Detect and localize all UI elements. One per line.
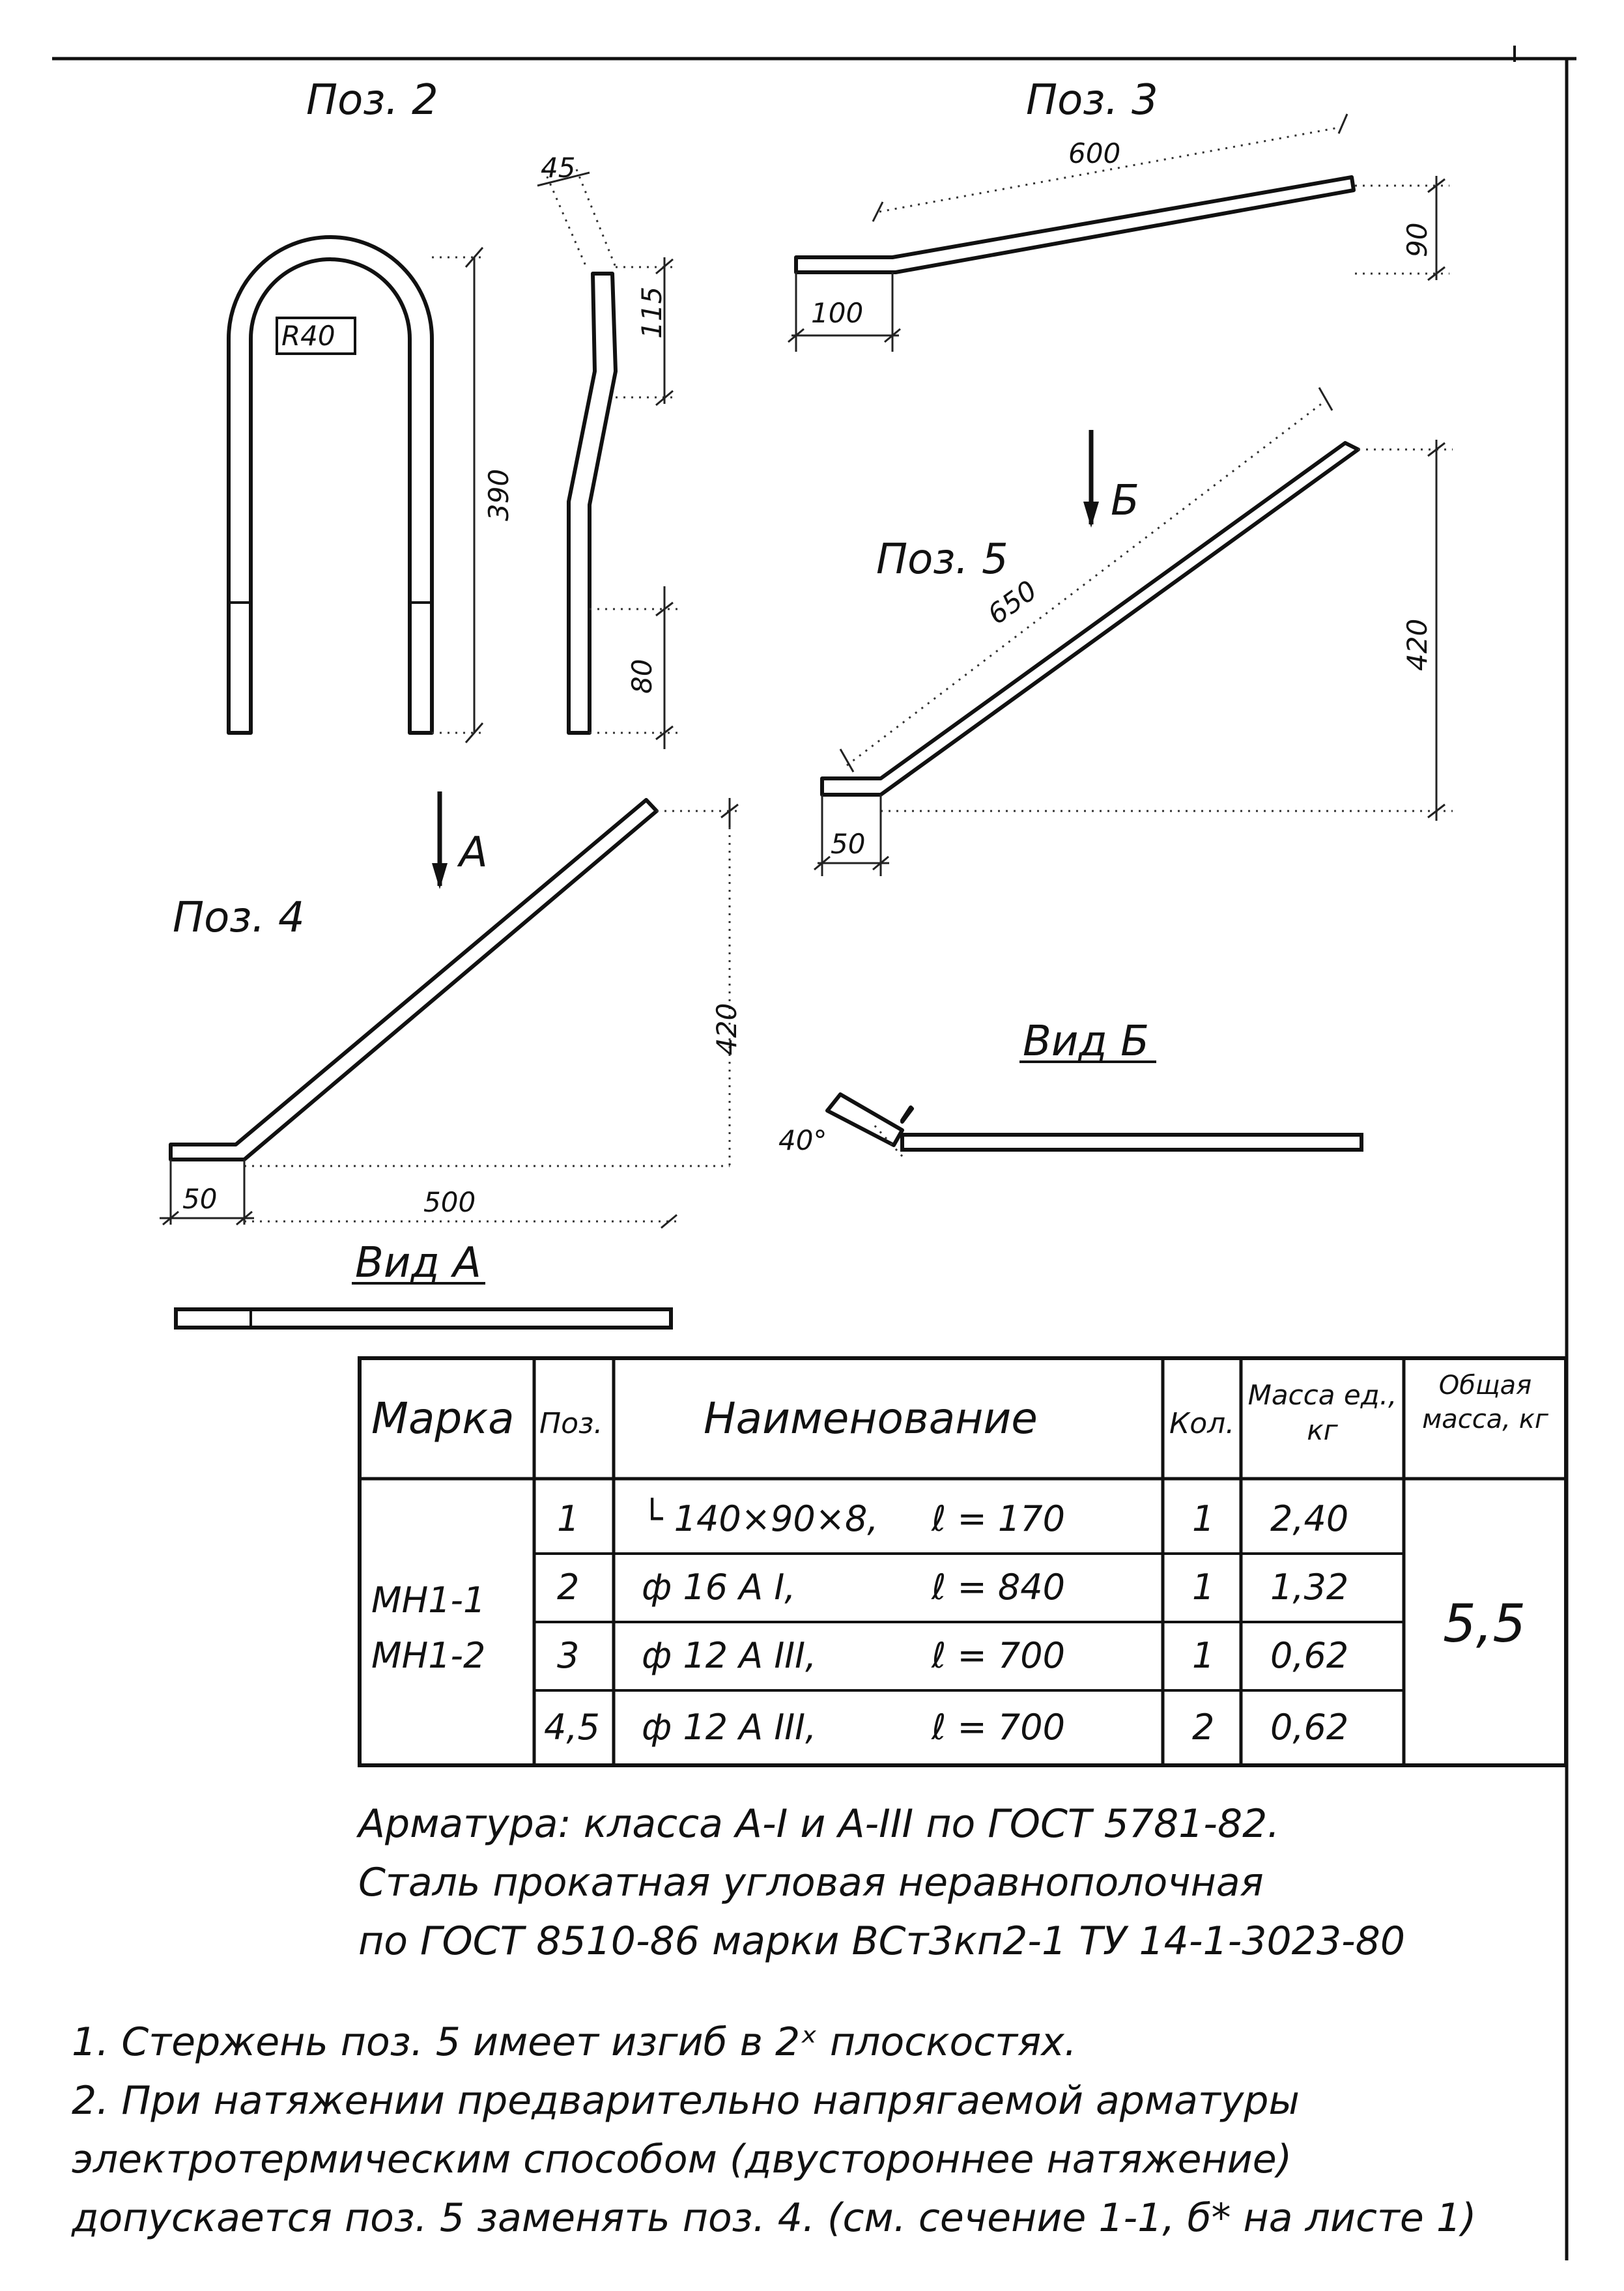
svg-text:ℓ = 840: ℓ = 840 — [932, 1567, 1065, 1608]
poz4-rod — [171, 800, 657, 1160]
cell-mark-2: МН1-2 — [371, 1635, 486, 1676]
th-qty: Кол. — [1169, 1407, 1235, 1440]
svg-text:└ 140×90×8,: └ 140×90×8, — [642, 1498, 879, 1539]
poz2-offset-dim: 45 — [541, 152, 576, 184]
spec-notes — [356, 1801, 1405, 1964]
th-unit-mass: Масса ед., кг — [1247, 1379, 1397, 1446]
svg-text:0,62: 0,62 — [1270, 1707, 1349, 1748]
poz4-length-dim: 500 — [423, 1186, 476, 1218]
poz5-rise-dim: 420 — [1401, 618, 1433, 671]
svg-text:ф 16 А I,: ф 16 А I, — [642, 1567, 796, 1608]
view-b — [778, 1017, 1361, 1156]
spec-note-line: Сталь прокатная угловая неравнополочная — [358, 1860, 1264, 1905]
th-pos: Поз. — [539, 1407, 603, 1440]
svg-text:1: 1 — [1192, 1498, 1215, 1539]
svg-text:3: 3 — [557, 1635, 580, 1676]
poz3-title: Поз. 3 — [1026, 76, 1158, 124]
poz5-base-dim: 50 — [831, 828, 866, 860]
svg-text:ф 12 А III,: ф 12 А III, — [642, 1635, 817, 1676]
svg-text:ℓ = 700: ℓ = 700 — [932, 1707, 1065, 1748]
part-poz2 — [229, 76, 677, 749]
part-poz4 — [160, 791, 743, 1228]
poz5-length-dim: 650 — [982, 574, 1043, 631]
svg-text:ℓ = 700: ℓ = 700 — [932, 1635, 1065, 1676]
spec-table — [360, 1358, 1566, 1765]
th-mark: Марка — [371, 1393, 515, 1444]
table-row — [544, 1707, 1348, 1748]
poz2-title: Поз. 2 — [306, 76, 438, 124]
svg-text:2,40: 2,40 — [1270, 1498, 1349, 1539]
svg-text:1: 1 — [1192, 1567, 1215, 1608]
view-a-title: Вид А — [355, 1239, 481, 1287]
svg-text:2: 2 — [1192, 1707, 1215, 1748]
th-total-mass: Общая масса, кг — [1422, 1371, 1548, 1434]
poz3-length-dim: 600 — [1068, 137, 1121, 169]
note-line: 1. Стержень поз. 5 имеет изгиб в 2ˣ плоскостях. — [72, 2019, 1077, 2065]
poz3-base-dim: 100 — [811, 297, 864, 329]
poz4-rise-dim: 420 — [711, 1003, 743, 1055]
poz2-radius-label: R40 — [281, 320, 335, 352]
note-line: электротермическим способом (двустороннее натяжение) — [72, 2137, 1292, 2182]
part-poz5 — [814, 388, 1453, 876]
th-name: Наименование — [704, 1393, 1038, 1444]
general-notes — [71, 2019, 1476, 2241]
poz4-view-marker: А — [459, 829, 488, 877]
view-a — [176, 1239, 671, 1328]
poz5-view-marker: Б — [1111, 477, 1139, 525]
note-line: 2. При натяжении предварительно напрягаемой арматуры — [72, 2078, 1300, 2124]
poz2-top-dim: 115 — [636, 286, 668, 339]
table-row — [557, 1635, 1348, 1676]
poz4-title: Поз. 4 — [173, 894, 305, 942]
view-b-angle: 40° — [778, 1124, 827, 1156]
svg-text:2: 2 — [557, 1567, 580, 1608]
svg-text:1: 1 — [1192, 1635, 1215, 1676]
cell-mark-1: МН1-1 — [371, 1580, 486, 1621]
view-b-title: Вид Б — [1023, 1017, 1149, 1066]
poz3-rise-dim: 90 — [1401, 222, 1433, 257]
svg-text:ф 12 А III,: ф 12 А III, — [642, 1707, 817, 1748]
table-row — [557, 1567, 1348, 1608]
view-b-rod — [902, 1107, 912, 1122]
poz2-side-rod — [569, 274, 616, 733]
part-poz3 — [788, 76, 1449, 352]
poz4-base-dim: 50 — [182, 1183, 218, 1215]
spec-note-line: Арматура: класса А-I и А-III по ГОСТ 5781-82. — [358, 1801, 1280, 1847]
poz2-bottom-dim: 80 — [626, 659, 658, 694]
poz5-title: Поз. 5 — [876, 535, 1008, 584]
note-line: допускается поз. 5 заменять поз. 4. (см. сечение 1-1, б* на листе 1) — [72, 2195, 1477, 2241]
svg-text:0,62: 0,62 — [1270, 1635, 1349, 1676]
svg-text:ℓ = 170: ℓ = 170 — [932, 1498, 1065, 1539]
svg-text:4,5: 4,5 — [544, 1707, 600, 1748]
svg-text:1,32: 1,32 — [1270, 1567, 1349, 1608]
poz3-rod — [796, 177, 1354, 272]
poz2-u-rod — [229, 237, 432, 733]
spec-note-line: по ГОСТ 8510-86 марки ВСт3кп2-1 ТУ 14-1-3023-80 — [358, 1918, 1405, 1964]
table-row — [557, 1498, 1348, 1539]
poz2-height-dim: 390 — [483, 468, 515, 521]
svg-text:1: 1 — [557, 1498, 580, 1539]
cell-total-mass: 5,5 — [1443, 1593, 1526, 1654]
